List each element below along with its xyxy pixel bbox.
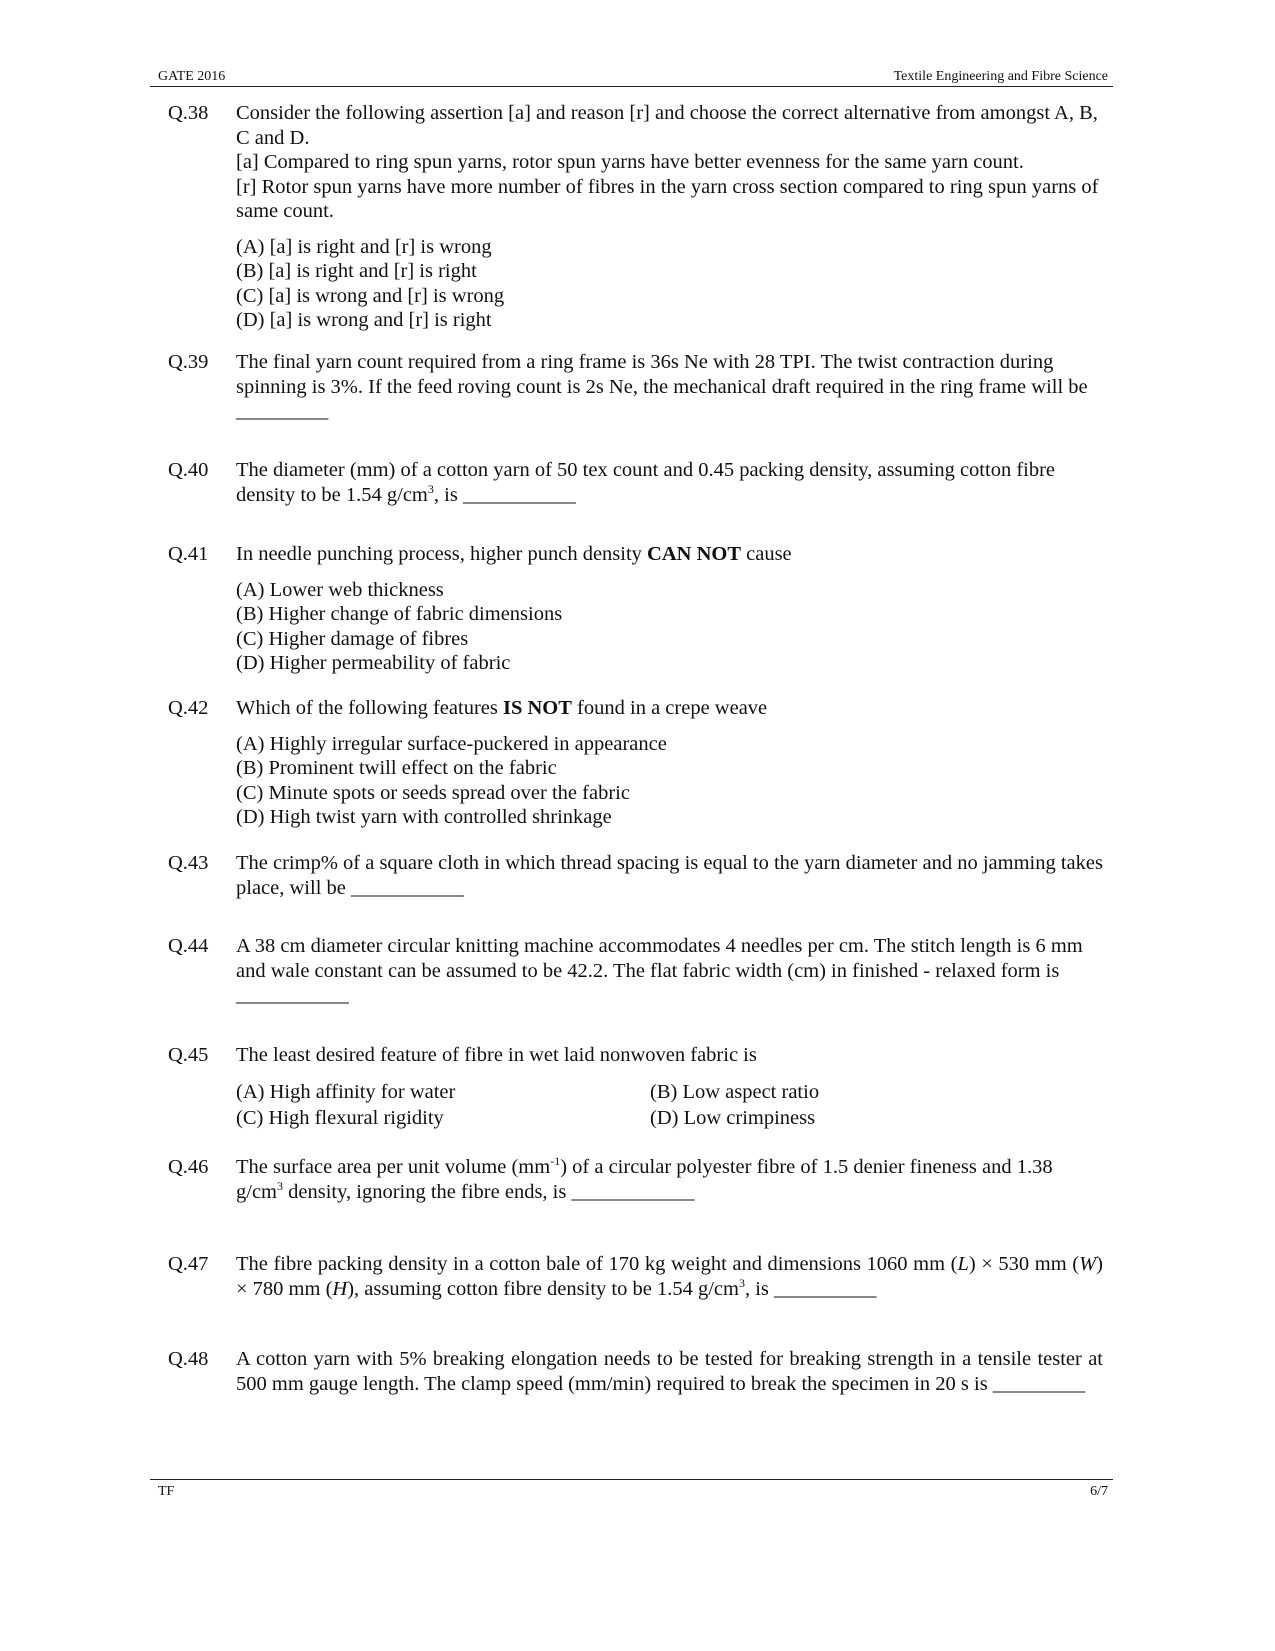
answer-blank: ___________ — [236, 984, 349, 1006]
question-number: Q.41 — [168, 543, 209, 565]
option-a: (A) Highly irregular surface-puckered in appearance — [236, 732, 667, 755]
options — [236, 1079, 1103, 1132]
question-text-part: ), assuming cotton fibre density to be 1.54 g/cm — [347, 1277, 739, 1300]
question-body — [236, 1347, 1103, 1396]
dimension-symbol: L — [957, 1253, 969, 1275]
option-b: (B) Higher change of fabric dimensions — [236, 603, 563, 625]
question-text: Consider the following assertion [a] and reason [r] and choose the correct alternative from amongst A, B, C and D. — [236, 102, 1098, 149]
paper-subject: Textile Engineering and Fibre Science — [893, 69, 1108, 84]
question-text: The diameter (mm) of a cotton yarn of 50 tex count and 0.45 packing density, assuming cotton fibre density to be 1.54 g/cm — [236, 459, 1056, 506]
question-text-tail: density, ignoring the fibre ends, is — [283, 1180, 567, 1203]
answer-blank: __________ — [774, 1277, 877, 1300]
question-text: A 38 cm diameter circular knitting machine accommodates 4 needles per cm. The stitch length is 6 mm and wale constant can be assumed to be 42.2. The flat fabric width (cm) in finished - relaxed form is — [236, 935, 1083, 982]
question-47 — [168, 1252, 1103, 1301]
question-text: The crimp% of a square cloth in which thread spacing is equal to the yarn diameter and no jamming takes place, will be — [236, 852, 1103, 899]
superscript: 3 — [277, 1178, 283, 1193]
option-a: (A) [a] is right and [r] is wrong — [236, 235, 492, 258]
dimension-symbol: H — [332, 1277, 348, 1300]
question-45 — [168, 1043, 1103, 1132]
question-text-tail: , is — [744, 1277, 769, 1300]
reason-text: [r] Rotor spun yarns have more number of fibres in the yarn cross section compared to ring spun yarns of same count. — [236, 175, 1099, 222]
superscript: 3 — [427, 481, 434, 496]
question-text-part: ) × 780 mm ( — [236, 1253, 1103, 1300]
question-body — [236, 1252, 1103, 1301]
superscript: 3 — [738, 1275, 745, 1290]
question-text — [236, 696, 1103, 721]
option-a: (A) High affinity for water — [236, 1080, 456, 1103]
question-46 — [168, 1155, 1103, 1204]
question-number: Q.46 — [168, 1156, 209, 1178]
options — [236, 578, 1103, 676]
question-39 — [168, 350, 1103, 424]
option-d: (D) Low crimpiness — [650, 1107, 816, 1129]
dimension-symbol: W — [1079, 1253, 1097, 1275]
option-c: (C) Higher damage of fibres — [236, 627, 469, 650]
question-body — [236, 101, 1103, 333]
question-text-start: In needle punching process, higher punch density — [236, 543, 642, 565]
question-body — [236, 851, 1103, 900]
question-body — [236, 1155, 1103, 1204]
answer-blank: _________ — [992, 1372, 1086, 1395]
question-41 — [168, 542, 1103, 676]
question-text: The final yarn count required from a ring frame is 36s Ne with 28 TPI. The twist contraction during spinning is 3%. If the feed roving count is 2s Ne, the mechanical draft required in the ring frame will be — [236, 351, 1088, 398]
question-43 — [168, 851, 1103, 900]
assertion-text: [a] Compared to ring spun yarns, rotor spun yarns have better evenness for the same yarn count. — [236, 151, 1024, 173]
option-a: (A) Lower web thickness — [236, 578, 444, 601]
option-d: (D) Higher permeability of fabric — [236, 652, 511, 674]
question-number: Q.47 — [168, 1253, 209, 1275]
option-d: (D) [a] is wrong and [r] is right — [236, 309, 492, 331]
options — [236, 235, 1103, 333]
question-body — [236, 696, 1103, 830]
question-number: Q.38 — [168, 102, 209, 124]
question-text: The least desired feature of fibre in wet laid nonwoven fabric is — [236, 1044, 757, 1066]
question-40 — [168, 458, 1103, 507]
question-number: Q.48 — [168, 1348, 209, 1370]
header-rule — [150, 86, 1113, 87]
question-text-end: found in a crepe weave — [577, 697, 768, 719]
question-body — [236, 350, 1103, 424]
emphasis: CAN NOT — [647, 543, 741, 565]
option-b: (B) Low aspect ratio — [650, 1080, 820, 1103]
answer-blank: _________ — [236, 400, 329, 422]
options — [236, 732, 1103, 830]
question-number: Q.40 — [168, 459, 209, 481]
paper-code: TF — [158, 1484, 175, 1499]
question-number: Q.42 — [168, 697, 209, 719]
question-text-mid: ) of a circular polyester fibre of 1.5 denier fineness and 1.38 g/cm — [236, 1156, 1053, 1203]
question-text: A cotton yarn with 5% breaking elongation needs to be tested for breaking strength in a tensile tester at 500 mm gauge length. The clamp speed (mm/min) required to break the specimen in 20 s is — [236, 1348, 1103, 1395]
question-text — [236, 542, 1103, 567]
question-number: Q.39 — [168, 351, 209, 373]
option-c: (C) [a] is wrong and [r] is wrong — [236, 284, 505, 307]
question-text-start: Which of the following features — [236, 697, 498, 719]
question-48 — [168, 1347, 1103, 1396]
question-body — [236, 542, 1103, 676]
option-c: (C) High flexural rigidity — [236, 1107, 444, 1129]
question-42 — [168, 696, 1103, 830]
question-body — [236, 458, 1103, 507]
option-row — [236, 1105, 1103, 1132]
question-number: Q.43 — [168, 852, 209, 874]
question-body — [236, 1043, 1103, 1132]
option-b: (B) Prominent twill effect on the fabric — [236, 757, 557, 779]
superscript: -1 — [550, 1154, 561, 1169]
question-number: Q.45 — [168, 1044, 209, 1066]
emphasis: IS NOT — [502, 697, 572, 719]
exam-title: GATE 2016 — [158, 69, 226, 84]
question-text: The fibre packing density in a cotton bale of 170 kg weight and dimensions 1060 mm ( — [236, 1253, 958, 1275]
question-number: Q.44 — [168, 935, 209, 957]
question-text-tail: , is — [433, 483, 458, 506]
question-text-end: cause — [746, 543, 792, 565]
question-text-part: ) × 530 mm ( — [968, 1253, 1080, 1275]
page-number: 6/7 — [1090, 1484, 1108, 1499]
option-d: (D) High twist yarn with controlled shrinkage — [236, 806, 612, 828]
question-38 — [168, 101, 1103, 333]
question-text: The surface area per unit volume (mm — [236, 1156, 551, 1178]
question-44 — [168, 934, 1103, 1008]
option-row — [236, 1079, 1103, 1106]
answer-blank: ___________ — [350, 876, 464, 899]
answer-blank: ____________ — [571, 1180, 695, 1203]
option-c: (C) Minute spots or seeds spread over the fabric — [236, 781, 630, 804]
answer-blank: ___________ — [462, 483, 576, 506]
footer-rule — [150, 1479, 1113, 1480]
option-b: (B) [a] is right and [r] is right — [236, 260, 477, 282]
question-body — [236, 934, 1103, 1008]
